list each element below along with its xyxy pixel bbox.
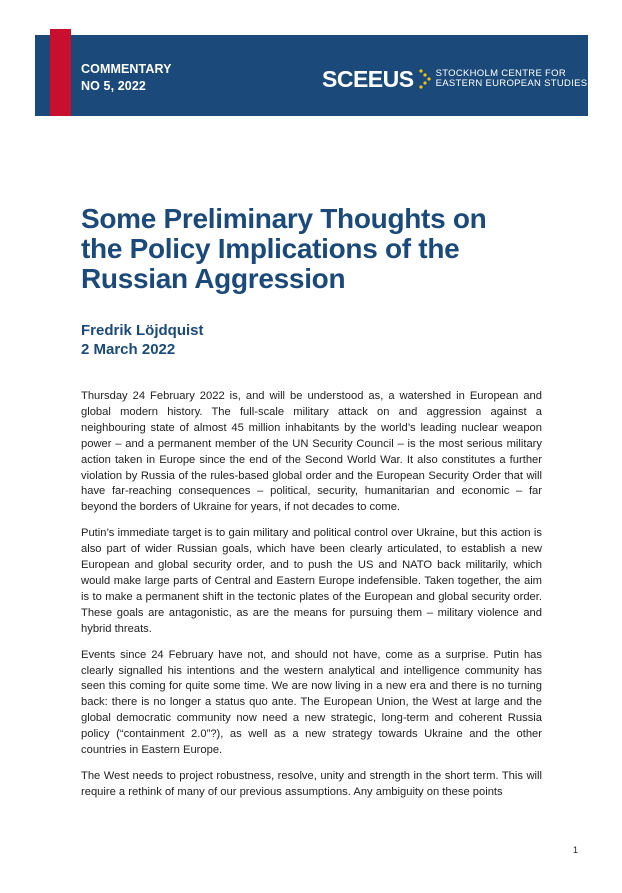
- org-line-1: STOCKHOLM CENTRE FOR: [435, 68, 566, 79]
- title-line: Russian Aggression: [81, 263, 346, 294]
- series-label: [81, 61, 172, 95]
- paragraph: The West needs to project robustness, resolve, unity and strength in the short term. This will require a rethink of many of our previous assumptions. Any ambiguity on these points: [81, 769, 542, 798]
- title-line: the Policy Implications of the: [81, 233, 460, 264]
- page-number: 1: [573, 845, 579, 855]
- logo-wordmark: SCEEUS: [322, 66, 414, 92]
- issue-number: NO 5, 2022: [81, 79, 146, 93]
- author-name: Fredrik Löjdquist: [81, 322, 204, 339]
- org-line-2: EASTERN EUROPEAN STUDIES: [435, 78, 588, 89]
- body-text: [81, 389, 542, 811]
- title-line: Some Preliminary Thoughts on: [81, 203, 487, 234]
- logo-dots-icon: [418, 67, 432, 91]
- sceeus-logo: [322, 64, 587, 94]
- paragraph: Events since 24 February have not, and should not have, come as a surprise. Putin has clearly signalled his intentions and the western analytical and intelligence community has seen this coming for quite some time. We are now living in a new era and there is no turning back: there is no longer a status quo ante. The European Union, the West at large and the global democratic community now need a new strategic, long-term and coherent Russia policy (“containment 2.0”?), as well as a new strategy towards Ukraine and the other countries in Eastern Europe.: [81, 648, 542, 757]
- publication-date: 2 March 2022: [81, 341, 176, 358]
- logo-subtitle: [436, 69, 588, 89]
- paragraph: Putin’s immediate target is to gain military and political control over Ukraine, but this action is also part of wider Russian goals, which have been clearly articulated, to establish a new European and global security order, and to push the US and NATO back militarily, which would make large parts of Central and Eastern Europe indefensible. Taken together, the aim is to make a permanent shift in the tectonic plates of the European and global security order. These goals are antagonistic, as are the means for pursuing them – military violence and hybrid threats.: [81, 527, 542, 635]
- series-name: COMMENTARY: [81, 62, 172, 76]
- page-title: [81, 204, 561, 294]
- red-accent-bar: [50, 29, 71, 116]
- byline: [81, 321, 204, 359]
- paragraph: Thursday 24 February 2022 is, and will be understood as, a watershed in European and global modern history. The full-scale military attack on and aggression against a neighbouring state of almost 45 million inhabitants by the world’s leading nuclear weapon power – and a permanent member of the UN Security Council – is the most serious military action taken in Europe since the end of the Second World War. It also constitutes a further violation by Russia of the rules-based global order and the European Security Order that will have far-reaching consequences – political, security, humanitarian and economic – far beyond the borders of Ukraine for years, if not decades to come.: [81, 390, 542, 514]
